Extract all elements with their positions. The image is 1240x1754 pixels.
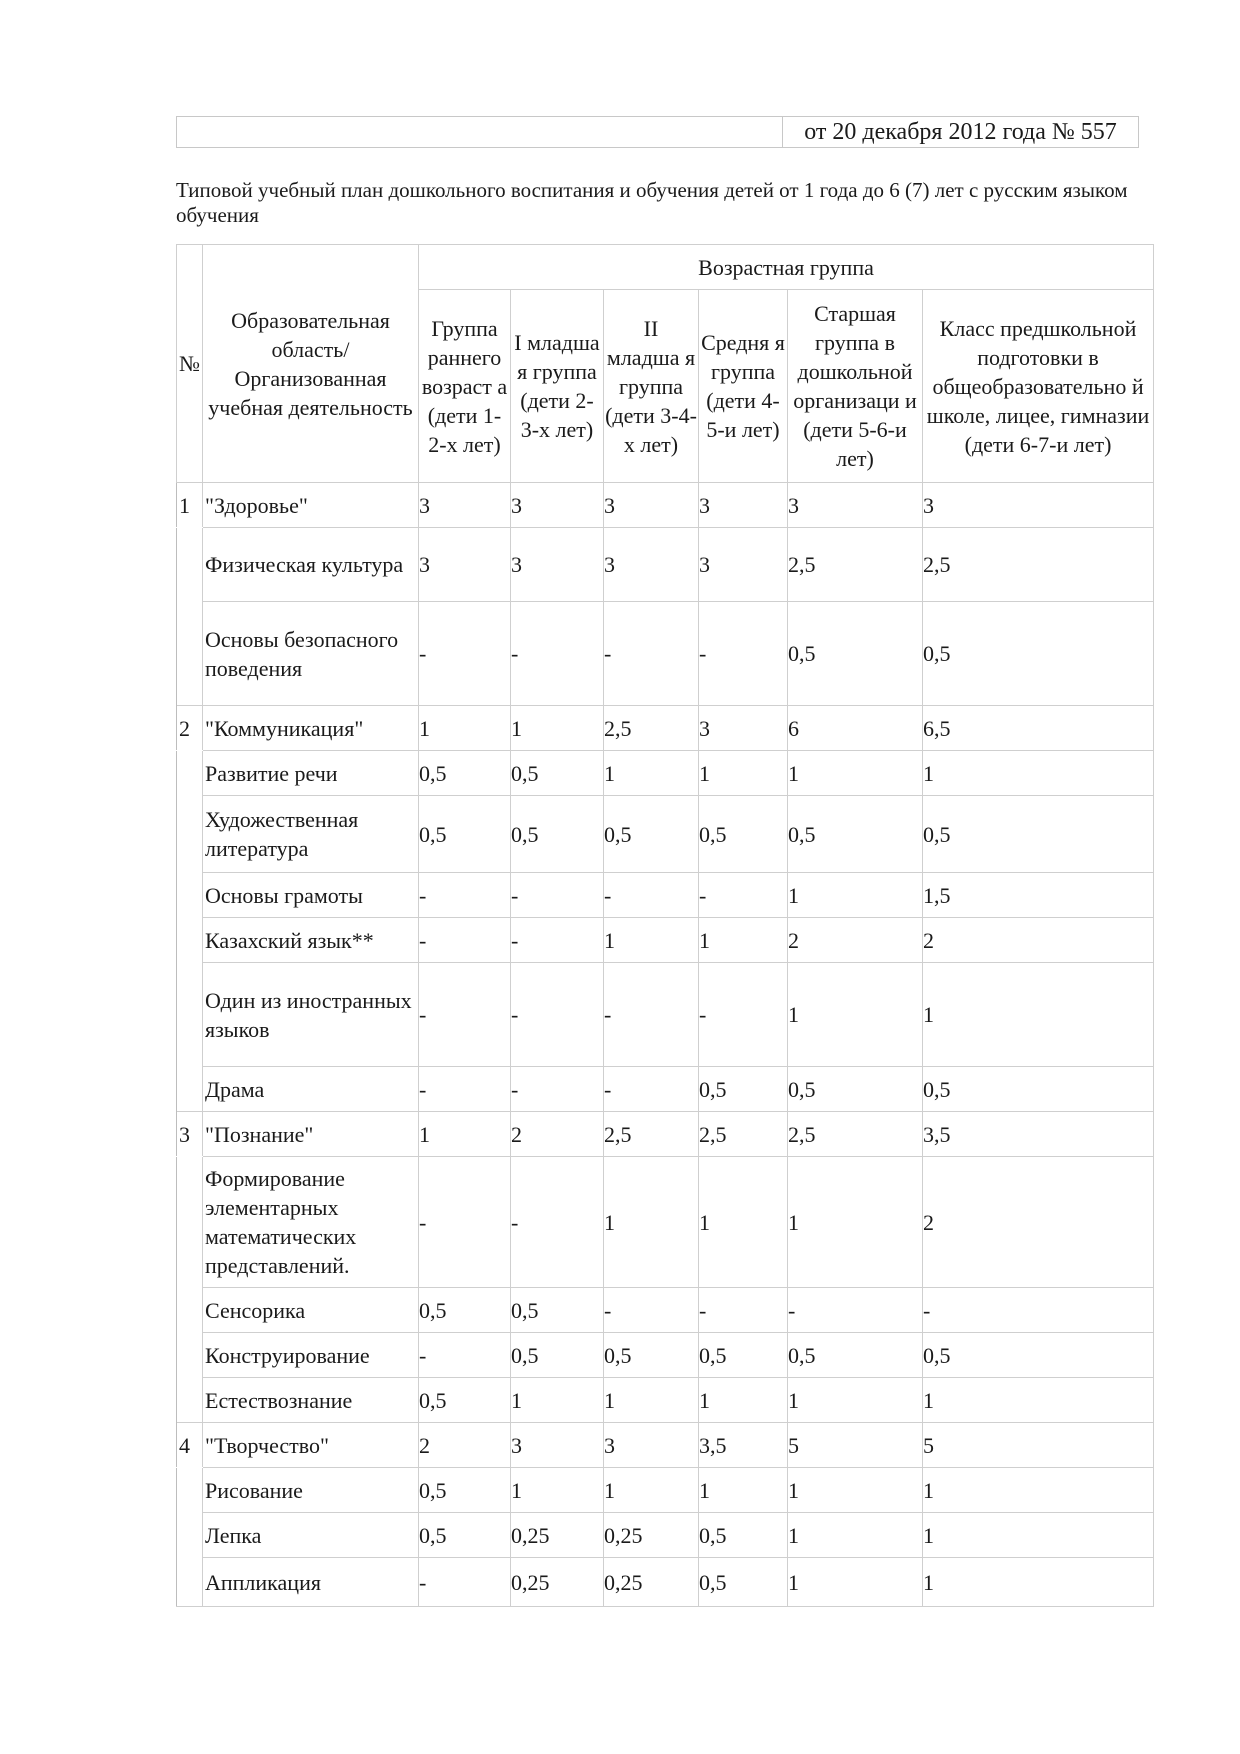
- table-row: [177, 1157, 1154, 1288]
- row-value: -: [419, 873, 511, 918]
- column-header-area: Образовательная область/ Организованная учебная деятельность: [203, 245, 419, 483]
- row-value: 1: [923, 1378, 1154, 1423]
- row-area-name: Развитие речи: [203, 751, 419, 796]
- row-value: 3: [604, 528, 699, 602]
- group-header: II младша я группа (дети 3-4-х лет): [604, 290, 699, 483]
- row-value: 1: [788, 1378, 923, 1423]
- row-number: [177, 1468, 203, 1513]
- row-value: 1: [699, 1468, 788, 1513]
- row-value: 2: [923, 1157, 1154, 1288]
- row-number: [177, 528, 203, 602]
- row-value: 1: [604, 751, 699, 796]
- table-row: [177, 963, 1154, 1067]
- row-area-name: Драма: [203, 1067, 419, 1112]
- table-row: [177, 873, 1154, 918]
- row-value: 1: [511, 706, 604, 751]
- row-value: 0,25: [604, 1513, 699, 1558]
- row-value: -: [604, 1067, 699, 1112]
- row-value: -: [604, 602, 699, 706]
- table-row: [177, 1558, 1154, 1607]
- group-header: Группа раннего возраст а (дети 1-2-х лет): [419, 290, 511, 483]
- row-value: -: [511, 1067, 604, 1112]
- row-area-name: Художественная литература: [203, 796, 419, 873]
- row-value: 1: [419, 1112, 511, 1157]
- row-number: [177, 1513, 203, 1558]
- row-number: [177, 918, 203, 963]
- row-value: -: [419, 1333, 511, 1378]
- curriculum-table: [176, 244, 1154, 1607]
- row-value: -: [419, 963, 511, 1067]
- row-value: 1: [604, 1378, 699, 1423]
- row-value: 0,5: [788, 1067, 923, 1112]
- document-caption: Типовой учебный план дошкольного воспитания и обучения детей от 1 года до 6 (7) лет с русским языком обучения: [176, 178, 1128, 227]
- row-value: -: [419, 602, 511, 706]
- row-value: 0,5: [604, 1333, 699, 1378]
- row-area-name: Сенсорика: [203, 1288, 419, 1333]
- column-header-age-group: Возрастная группа: [419, 245, 1154, 290]
- row-value: 3: [699, 706, 788, 751]
- row-area-name: Рисование: [203, 1468, 419, 1513]
- row-number: 1: [177, 483, 203, 528]
- row-value: 0,5: [699, 1333, 788, 1378]
- table-row: [177, 1067, 1154, 1112]
- row-value: 0,25: [511, 1513, 604, 1558]
- table-row: [177, 1112, 1154, 1157]
- row-value: 3: [604, 483, 699, 528]
- row-value: 0,5: [511, 751, 604, 796]
- row-area-name: "Здоровье": [203, 483, 419, 528]
- row-number: 2: [177, 706, 203, 751]
- row-value: 0,5: [699, 1513, 788, 1558]
- row-value: 0,5: [419, 1468, 511, 1513]
- row-area-name: Физическая культура: [203, 528, 419, 602]
- row-value: 3: [419, 483, 511, 528]
- row-value: 1,5: [923, 873, 1154, 918]
- row-value: -: [511, 873, 604, 918]
- row-value: 1: [788, 873, 923, 918]
- row-value: 1: [923, 1513, 1154, 1558]
- table-row: [177, 528, 1154, 602]
- row-area-name: Один из иностранных языков: [203, 963, 419, 1067]
- row-number: [177, 796, 203, 873]
- table-row: [177, 1333, 1154, 1378]
- row-value: -: [604, 1288, 699, 1333]
- row-number: [177, 1333, 203, 1378]
- row-area-name: Основы грамоты: [203, 873, 419, 918]
- row-value: 3,5: [699, 1423, 788, 1468]
- row-value: 1: [788, 1513, 923, 1558]
- row-value: 2: [419, 1423, 511, 1468]
- row-value: 0,5: [419, 1378, 511, 1423]
- row-value: 0,25: [511, 1558, 604, 1607]
- row-number: [177, 963, 203, 1067]
- reference-table: [176, 116, 1139, 148]
- row-value: -: [511, 918, 604, 963]
- row-value: -: [419, 1558, 511, 1607]
- row-value: 1: [419, 706, 511, 751]
- column-header-number: №: [177, 245, 203, 483]
- row-number: 4: [177, 1423, 203, 1468]
- row-value: -: [699, 1288, 788, 1333]
- row-value: 0,25: [604, 1558, 699, 1607]
- table-row: [177, 483, 1154, 528]
- group-header: Класс предшкольной подготовки в общеобразовательно й школе, лицее, гимназии (дети 6-7-и лет): [923, 290, 1154, 483]
- row-value: 0,5: [923, 602, 1154, 706]
- row-value: 1: [923, 963, 1154, 1067]
- row-value: 1: [699, 918, 788, 963]
- row-value: 1: [923, 1468, 1154, 1513]
- row-value: 0,5: [788, 602, 923, 706]
- row-value: 0,5: [788, 796, 923, 873]
- row-value: 1: [604, 918, 699, 963]
- row-value: 1: [788, 1468, 923, 1513]
- row-value: -: [604, 873, 699, 918]
- row-number: [177, 1378, 203, 1423]
- row-value: 3: [511, 483, 604, 528]
- row-value: -: [788, 1288, 923, 1333]
- group-header: Средня я группа (дети 4-5-и лет): [699, 290, 788, 483]
- table-row: [177, 1288, 1154, 1333]
- row-value: 0,5: [788, 1333, 923, 1378]
- row-value: 0,5: [419, 1513, 511, 1558]
- row-value: 3: [511, 528, 604, 602]
- row-value: 0,5: [699, 796, 788, 873]
- row-value: 3: [923, 483, 1154, 528]
- table-row: [177, 1513, 1154, 1558]
- table-row: [177, 796, 1154, 873]
- row-value: 3: [511, 1423, 604, 1468]
- row-value: 1: [923, 751, 1154, 796]
- row-area-name: Аппликация: [203, 1558, 419, 1607]
- row-value: 3: [699, 483, 788, 528]
- row-value: -: [419, 918, 511, 963]
- row-value: 3,5: [923, 1112, 1154, 1157]
- table-row: [177, 751, 1154, 796]
- table-row: [177, 1423, 1154, 1468]
- row-value: -: [511, 1157, 604, 1288]
- row-value: 2,5: [788, 528, 923, 602]
- row-value: 2,5: [604, 1112, 699, 1157]
- row-value: 0,5: [923, 1067, 1154, 1112]
- reference-decree-date: от 20 декабря 2012 года № 557: [783, 117, 1139, 148]
- row-number: [177, 1288, 203, 1333]
- row-value: 2,5: [604, 706, 699, 751]
- row-area-name: Лепка: [203, 1513, 419, 1558]
- row-value: 1: [604, 1157, 699, 1288]
- row-value: 2,5: [923, 528, 1154, 602]
- row-value: -: [419, 1067, 511, 1112]
- row-number: [177, 1558, 203, 1607]
- row-value: -: [419, 1157, 511, 1288]
- row-number: 3: [177, 1112, 203, 1157]
- row-value: 3: [699, 528, 788, 602]
- row-value: 5: [788, 1423, 923, 1468]
- group-header: Старшая группа в дошкольной организаци и (дети 5-6-и лет): [788, 290, 923, 483]
- row-value: 1: [604, 1468, 699, 1513]
- row-value: 1: [511, 1378, 604, 1423]
- row-value: 3: [788, 483, 923, 528]
- row-value: 1: [923, 1558, 1154, 1607]
- row-area-name: Формирование элементарных математических представлений.: [203, 1157, 419, 1288]
- row-area-name: Основы безопасного поведения: [203, 602, 419, 706]
- table-row: [177, 1378, 1154, 1423]
- row-value: 0,5: [699, 1067, 788, 1112]
- row-area-name: "Познание": [203, 1112, 419, 1157]
- row-value: 0,5: [511, 1333, 604, 1378]
- row-value: 0,5: [511, 796, 604, 873]
- row-area-name: Конструирование: [203, 1333, 419, 1378]
- row-value: 1: [699, 1378, 788, 1423]
- row-number: [177, 751, 203, 796]
- row-value: 1: [788, 1157, 923, 1288]
- row-value: 6,5: [923, 706, 1154, 751]
- row-number: [177, 1157, 203, 1288]
- row-number: [177, 1067, 203, 1112]
- row-value: -: [604, 963, 699, 1067]
- row-value: -: [511, 963, 604, 1067]
- table-row: [177, 602, 1154, 706]
- row-number: [177, 602, 203, 706]
- row-value: 1: [511, 1468, 604, 1513]
- curriculum-table-body: [177, 483, 1154, 1607]
- group-header: I младша я группа (дети 2-3-х лет): [511, 290, 604, 483]
- row-area-name: Естествознание: [203, 1378, 419, 1423]
- row-value: 0,5: [923, 1333, 1154, 1378]
- row-value: 2: [511, 1112, 604, 1157]
- reference-empty-cell: [177, 117, 783, 148]
- row-value: 2: [923, 918, 1154, 963]
- row-value: -: [699, 873, 788, 918]
- row-value: 2,5: [788, 1112, 923, 1157]
- row-number: [177, 873, 203, 918]
- row-value: 5: [923, 1423, 1154, 1468]
- row-value: 0,5: [699, 1558, 788, 1607]
- row-value: 1: [788, 751, 923, 796]
- row-value: 0,5: [923, 796, 1154, 873]
- row-area-name: Казахский язык**: [203, 918, 419, 963]
- row-value: -: [699, 963, 788, 1067]
- row-value: 0,5: [419, 751, 511, 796]
- row-value: 0,5: [419, 1288, 511, 1333]
- row-value: 6: [788, 706, 923, 751]
- row-area-name: "Коммуникация": [203, 706, 419, 751]
- row-value: -: [699, 602, 788, 706]
- row-value: 1: [788, 1558, 923, 1607]
- row-value: 3: [419, 528, 511, 602]
- row-value: 0,5: [604, 796, 699, 873]
- row-value: 1: [699, 1157, 788, 1288]
- table-row: [177, 706, 1154, 751]
- row-value: 0,5: [419, 796, 511, 873]
- row-value: 0,5: [511, 1288, 604, 1333]
- row-area-name: "Творчество": [203, 1423, 419, 1468]
- table-row: [177, 1468, 1154, 1513]
- row-value: -: [923, 1288, 1154, 1333]
- row-value: 2: [788, 918, 923, 963]
- row-value: 3: [604, 1423, 699, 1468]
- table-row: [177, 918, 1154, 963]
- row-value: 2,5: [699, 1112, 788, 1157]
- row-value: 1: [788, 963, 923, 1067]
- row-value: -: [511, 602, 604, 706]
- row-value: 1: [699, 751, 788, 796]
